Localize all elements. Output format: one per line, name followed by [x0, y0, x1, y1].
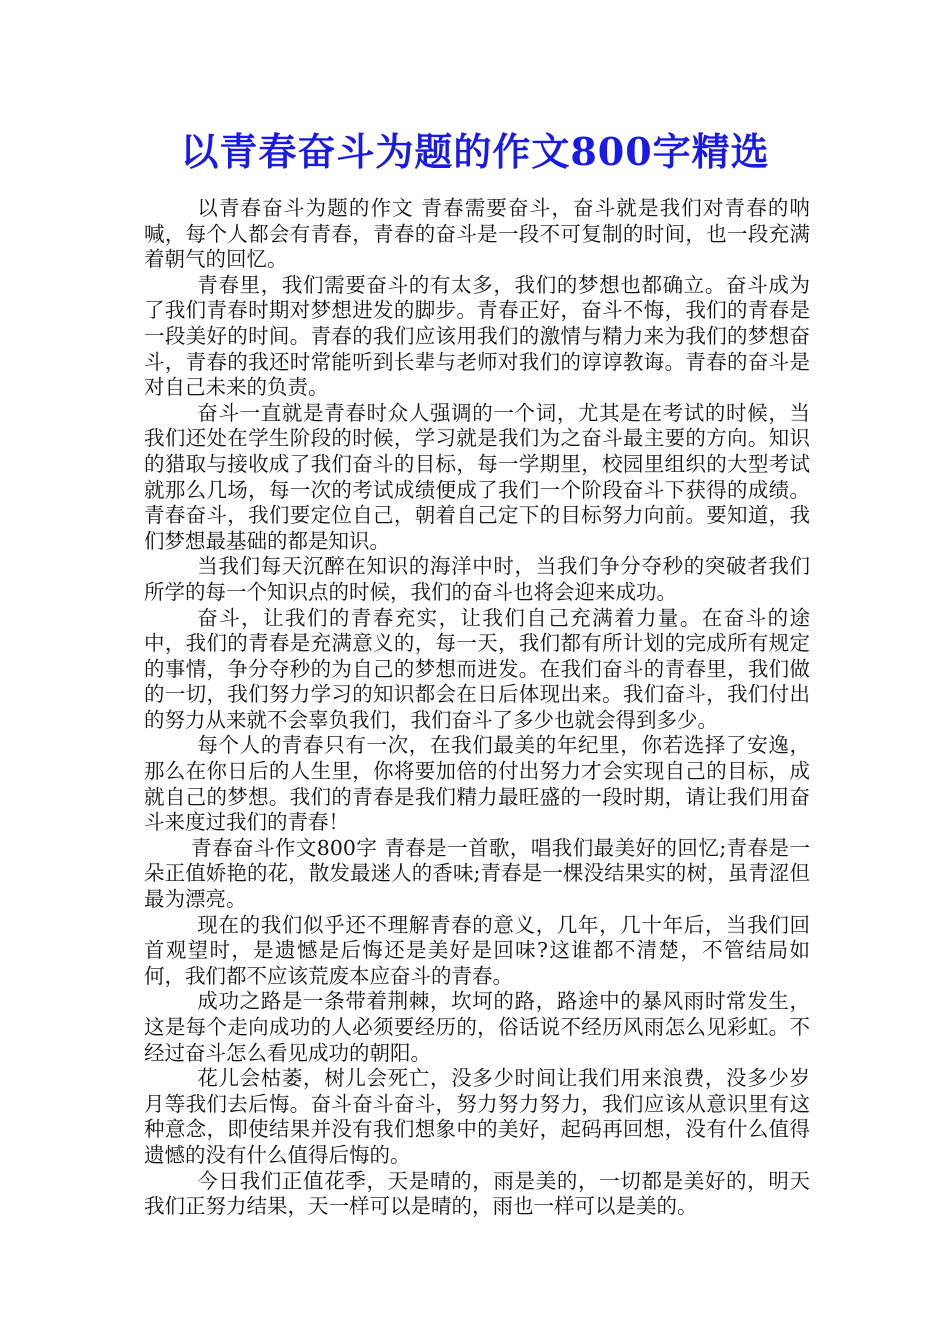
paragraph: 今日我们正值花季，天是晴的，雨是美的，一切都是美好的，明天我们正努力结果，天一样可以是晴的，雨也一样可以是美的。 [144, 1168, 810, 1219]
document-body [144, 196, 810, 1220]
document-title: 以青春奋斗为题的作文800字精选 [180, 129, 770, 174]
paragraph: 青春奋斗作文800字 青春是一首歌，唱我们最美好的回忆;青春是一朵正值娇艳的花，散发最迷人的香味;青春是一棵没结果实的树，虽青涩但最为漂亮。 [144, 835, 810, 912]
paragraph: 花儿会枯萎，树儿会死亡，没多少时间让我们用来浪费，没多少岁月等我们去后悔。奋斗奋斗奋斗，努力努力努力，我们应该从意识里有这种意念，即使结果并没有我们想象中的美好，起码再回想，没有什么值得遗憾的没有什么值得后悔的。 [144, 1066, 810, 1167]
paragraph: 当我们每天沉醉在知识的海洋中时，当我们争分夺秒的突破者我们所学的每一个知识点的时候，我们的奋斗也将会迎来成功。 [144, 554, 810, 604]
paragraph: 奋斗一直就是青春时众人强调的一个词，尤其是在考试的时候，当我们还处在学生阶段的时候，学习就是我们为之奋斗最主要的方向。知识的猎取与接收成了我们奋斗的目标，每一学期里，校园里组织的大型考试就那么几场，每一次的考试成绩便成了我们一个阶段奋斗下获得的成绩。青春奋斗，我们要定位自己，朝着自己定下的目标努力向前。要知道，我们梦想最基础的都是知识。 [144, 400, 810, 553]
paragraph: 现在的我们似乎还不理解青春的意义，几年，几十年后，当我们回首观望时，是遗憾是后悔还是美好是回味?这谁都不清楚，不管结局如何，我们都不应该荒废本应奋斗的青春。 [144, 912, 810, 988]
paragraph: 成功之路是一条带着荆棘，坎坷的路，路途中的暴风雨时常发生，这是每个走向成功的人必须要经历的，俗话说不经历风雨怎么见彩虹。不经过奋斗怎么看见成功的朝阳。 [144, 989, 810, 1065]
paragraph: 青春里，我们需要奋斗的有太多，我们的梦想也都确立。奋斗成为了我们青春时期对梦想进发的脚步。青春正好，奋斗不悔，我们的青春是一段美好的时间。青春的我们应该用我们的激情与精力来为我们的梦想奋斗，青春的我还时常能听到长辈与老师对我们的谆谆教诲。青春的奋斗是对自己未来的负责。 [144, 272, 810, 400]
paragraph: 每个人的青春只有一次，在我们最美的年纪里，你若选择了安逸，那么在你日后的人生里，你将要加倍的付出努力才会实现自己的目标，成就自己的梦想。我们的青春是我们精力最旺盛的一段时期，请让我们用奋斗来度过我们的青春！ [144, 733, 810, 835]
paragraph: 奋斗，让我们的青春充实，让我们自己充满着力量。在奋斗的途中，我们的青春是充满意义的，每一天，我们都有所计划的完成所有规定的事情，争分夺秒的为自己的梦想而进发。在我们奋斗的青春里，我们做的一切，我们努力学习的知识都会在日后体现出来。我们奋斗，我们付出的努力从来就不会辜负我们，我们奋斗了多少也就会得到多少。 [144, 605, 810, 732]
paragraph: 以青春奋斗为题的作文 青春需要奋斗，奋斗就是我们对青春的呐喊，每个人都会有青春，青春的奋斗是一段不可复制的时间，也一段充满着朝气的回忆。 [144, 196, 810, 272]
